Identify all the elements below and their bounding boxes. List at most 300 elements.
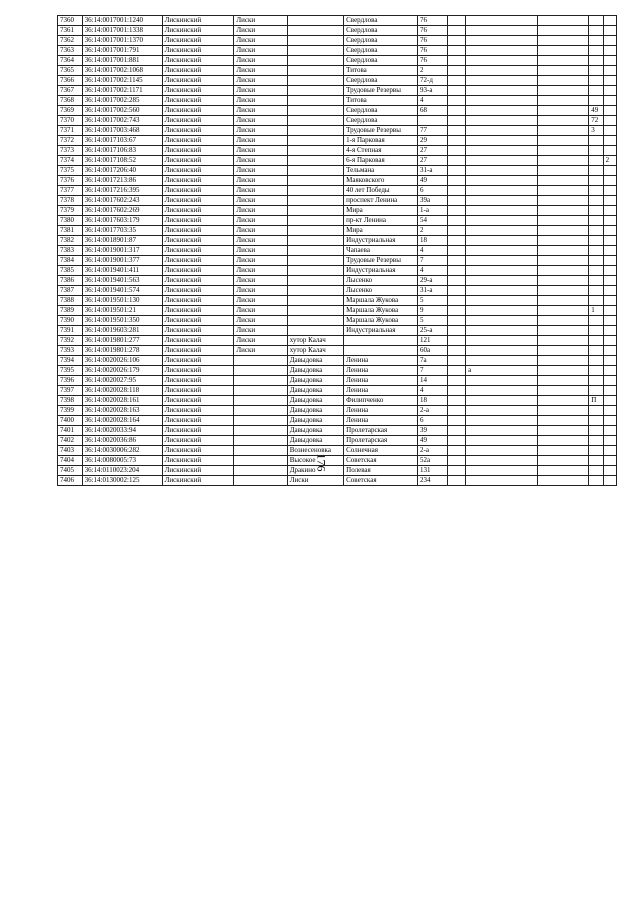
district-cell: Лискинский (162, 246, 234, 256)
table-row (58, 56, 617, 66)
city-cell: Лиски (234, 196, 287, 206)
city-cell (234, 386, 287, 396)
settlement-cell (287, 56, 343, 66)
extra-cell (603, 406, 616, 416)
apartment-cell (589, 376, 603, 386)
structure-cell (537, 376, 588, 386)
extra-cell (603, 356, 616, 366)
house-cell: 72-д (417, 76, 447, 86)
structure-cell (537, 416, 588, 426)
structure-cell (537, 216, 588, 226)
house-cell: 18 (417, 236, 447, 246)
row-number-cell: 7375 (58, 166, 83, 176)
structure-cell (537, 476, 588, 486)
building-cell (447, 76, 465, 86)
street-cell: 40 лет Победы (344, 186, 418, 196)
city-cell (234, 456, 287, 466)
district-cell: Лискинский (162, 236, 234, 246)
district-cell: Лискинский (162, 436, 234, 446)
district-cell: Лискинский (162, 356, 234, 366)
settlement-cell (287, 286, 343, 296)
district-cell: Лискинский (162, 326, 234, 336)
structure-cell (537, 136, 588, 146)
city-cell: Лиски (234, 46, 287, 56)
extra-cell (603, 456, 616, 466)
row-number-cell: 7379 (58, 206, 83, 216)
city-cell: Лиски (234, 56, 287, 66)
extra-cell (603, 186, 616, 196)
settlement-cell (287, 36, 343, 46)
table-row (58, 176, 617, 186)
house-cell: 234 (417, 476, 447, 486)
row-number-cell: 7392 (58, 336, 83, 346)
extra-cell (603, 366, 616, 376)
apartment-cell (589, 256, 603, 266)
structure-cell (537, 436, 588, 446)
cadastral-number-cell: 36:14:0017602:269 (82, 206, 162, 216)
house-cell: 31-а (417, 166, 447, 176)
house-cell: 4 (417, 96, 447, 106)
street-cell: Пролетарская (344, 426, 418, 436)
row-number-cell: 7372 (58, 136, 83, 146)
district-cell: Лискинский (162, 66, 234, 76)
house-cell: 7 (417, 256, 447, 266)
building-cell (447, 306, 465, 316)
table-row (58, 246, 617, 256)
cadastral-number-cell: 36:14:0017703:35 (82, 226, 162, 236)
street-cell: Советская (344, 476, 418, 486)
letter-cell (466, 236, 538, 246)
district-cell: Лискинский (162, 96, 234, 106)
row-number-cell: 7397 (58, 386, 83, 396)
house-cell: 2-а (417, 446, 447, 456)
apartment-cell (589, 416, 603, 426)
settlement-cell: Дракино (287, 466, 343, 476)
house-cell: 60а (417, 346, 447, 356)
row-number-cell: 7373 (58, 146, 83, 156)
district-cell: Лискинский (162, 126, 234, 136)
house-cell: 1-а (417, 206, 447, 216)
letter-cell (466, 166, 538, 176)
building-cell (447, 396, 465, 406)
row-number-cell: 7370 (58, 116, 83, 126)
district-cell: Лискинский (162, 286, 234, 296)
settlement-cell (287, 86, 343, 96)
city-cell: Лиски (234, 256, 287, 266)
letter-cell (466, 326, 538, 336)
structure-cell (537, 336, 588, 346)
house-cell: 27 (417, 146, 447, 156)
cadastral-number-cell: 36:14:0017003:468 (82, 126, 162, 136)
district-cell: Лискинский (162, 216, 234, 226)
letter-cell (466, 436, 538, 446)
row-number-cell: 7361 (58, 26, 83, 36)
house-cell: 6 (417, 416, 447, 426)
letter-cell (466, 46, 538, 56)
letter-cell (466, 56, 538, 66)
district-cell: Лискинский (162, 16, 234, 26)
extra-cell (603, 426, 616, 436)
settlement-cell (287, 186, 343, 196)
house-cell: 29-а (417, 276, 447, 286)
cadastral-number-cell: 36:14:0020027:95 (82, 376, 162, 386)
extra-cell (603, 336, 616, 346)
letter-cell (466, 86, 538, 96)
apartment-cell (589, 216, 603, 226)
apartment-cell (589, 456, 603, 466)
structure-cell (537, 396, 588, 406)
house-cell: 76 (417, 46, 447, 56)
district-cell: Лискинский (162, 376, 234, 386)
settlement-cell (287, 296, 343, 306)
district-cell: Лискинский (162, 86, 234, 96)
settlement-cell: Давыдовка (287, 376, 343, 386)
district-cell: Лискинский (162, 466, 234, 476)
settlement-cell: Высокое (287, 456, 343, 466)
row-number-cell: 7385 (58, 266, 83, 276)
house-cell: 76 (417, 56, 447, 66)
structure-cell (537, 326, 588, 336)
building-cell (447, 346, 465, 356)
extra-cell (603, 66, 616, 76)
row-number-cell: 7377 (58, 186, 83, 196)
cadastral-number-cell: 36:14:0017002:1068 (82, 66, 162, 76)
district-cell: Лискинский (162, 136, 234, 146)
settlement-cell (287, 166, 343, 176)
cadastral-number-cell: 36:14:0017602:243 (82, 196, 162, 206)
cadastral-number-cell: 36:14:0017108:52 (82, 156, 162, 166)
apartment-cell (589, 186, 603, 196)
building-cell (447, 86, 465, 96)
building-cell (447, 466, 465, 476)
apartment-cell (589, 16, 603, 26)
district-cell: Лискинский (162, 176, 234, 186)
table-row (58, 336, 617, 346)
structure-cell (537, 306, 588, 316)
row-number-cell: 7386 (58, 276, 83, 286)
address-table (57, 15, 617, 486)
street-cell: Лысенко (344, 276, 418, 286)
apartment-cell: П (589, 396, 603, 406)
settlement-cell (287, 76, 343, 86)
district-cell: Лискинский (162, 186, 234, 196)
table-row (58, 126, 617, 136)
letter-cell (466, 466, 538, 476)
extra-cell (603, 106, 616, 116)
table-row (58, 466, 617, 476)
table-row (58, 456, 617, 466)
house-cell: 39 (417, 426, 447, 436)
street-cell: проспект Ленина (344, 196, 418, 206)
settlement-cell (287, 176, 343, 186)
structure-cell (537, 286, 588, 296)
city-cell: Лиски (234, 236, 287, 246)
table-row (58, 206, 617, 216)
structure-cell (537, 356, 588, 366)
letter-cell (466, 156, 538, 166)
street-cell: Полевая (344, 466, 418, 476)
building-cell (447, 426, 465, 436)
structure-cell (537, 386, 588, 396)
district-cell: Лискинский (162, 116, 234, 126)
settlement-cell (287, 96, 343, 106)
city-cell (234, 476, 287, 486)
house-cell: 7 (417, 366, 447, 376)
structure-cell (537, 256, 588, 266)
building-cell (447, 336, 465, 346)
letter-cell (466, 426, 538, 436)
apartment-cell (589, 466, 603, 476)
row-number-cell: 7369 (58, 106, 83, 116)
structure-cell (537, 426, 588, 436)
row-number-cell: 7367 (58, 86, 83, 96)
row-number-cell: 7406 (58, 476, 83, 486)
apartment-cell: 49 (589, 106, 603, 116)
city-cell: Лиски (234, 326, 287, 336)
table-row (58, 286, 617, 296)
letter-cell: а (466, 366, 538, 376)
city-cell (234, 446, 287, 456)
apartment-cell (589, 146, 603, 156)
street-cell: Индустриальная (344, 266, 418, 276)
row-number-cell: 7388 (58, 296, 83, 306)
city-cell: Лиски (234, 246, 287, 256)
letter-cell (466, 396, 538, 406)
building-cell (447, 286, 465, 296)
row-number-cell: 7378 (58, 196, 83, 206)
table-row (58, 36, 617, 46)
house-cell: 6 (417, 186, 447, 196)
extra-cell (603, 326, 616, 336)
settlement-cell (287, 216, 343, 226)
city-cell: Лиски (234, 206, 287, 216)
table-row (58, 316, 617, 326)
settlement-cell (287, 46, 343, 56)
settlement-cell (287, 226, 343, 236)
cadastral-number-cell: 36:14:0130002:125 (82, 476, 162, 486)
row-number-cell: 7371 (58, 126, 83, 136)
row-number-cell: 7384 (58, 256, 83, 266)
building-cell (447, 386, 465, 396)
building-cell (447, 436, 465, 446)
street-cell: Маршала Жукова (344, 316, 418, 326)
table-row (58, 426, 617, 436)
extra-cell: 2 (603, 156, 616, 166)
letter-cell (466, 356, 538, 366)
building-cell (447, 56, 465, 66)
apartment-cell (589, 226, 603, 236)
table-row (58, 216, 617, 226)
building-cell (447, 446, 465, 456)
cadastral-number-cell: 36:14:0030006:282 (82, 446, 162, 456)
table-row (58, 296, 617, 306)
letter-cell (466, 216, 538, 226)
building-cell (447, 16, 465, 26)
structure-cell (537, 456, 588, 466)
structure-cell (537, 106, 588, 116)
district-cell: Лискинский (162, 56, 234, 66)
table-row (58, 356, 617, 366)
row-number-cell: 7362 (58, 36, 83, 46)
settlement-cell (287, 256, 343, 266)
building-cell (447, 136, 465, 146)
house-cell: 4 (417, 246, 447, 256)
extra-cell (603, 86, 616, 96)
city-cell: Лиски (234, 286, 287, 296)
letter-cell (466, 36, 538, 46)
house-cell: 93-а (417, 86, 447, 96)
street-cell: Лысенко (344, 286, 418, 296)
building-cell (447, 246, 465, 256)
structure-cell (537, 46, 588, 56)
letter-cell (466, 376, 538, 386)
table-row (58, 156, 617, 166)
settlement-cell: Давыдовка (287, 426, 343, 436)
cadastral-number-cell: 36:14:0017002:285 (82, 96, 162, 106)
table-row (58, 326, 617, 336)
table-row (58, 186, 617, 196)
street-cell: 6-я Парковая (344, 156, 418, 166)
cadastral-number-cell: 36:14:0020026:179 (82, 366, 162, 376)
row-number-cell: 7403 (58, 446, 83, 456)
house-cell: 31-а (417, 286, 447, 296)
table-row (58, 116, 617, 126)
table-row (58, 166, 617, 176)
building-cell (447, 126, 465, 136)
apartment-cell: 3 (589, 126, 603, 136)
settlement-cell (287, 26, 343, 36)
building-cell (447, 196, 465, 206)
apartment-cell (589, 266, 603, 276)
apartment-cell (589, 336, 603, 346)
extra-cell (603, 446, 616, 456)
row-number-cell: 7405 (58, 466, 83, 476)
building-cell (447, 116, 465, 126)
letter-cell (466, 276, 538, 286)
table-row (58, 86, 617, 96)
building-cell (447, 166, 465, 176)
apartment-cell (589, 76, 603, 86)
letter-cell (466, 196, 538, 206)
house-cell: 76 (417, 36, 447, 46)
extra-cell (603, 466, 616, 476)
table-row (58, 306, 617, 316)
settlement-cell (287, 16, 343, 26)
building-cell (447, 256, 465, 266)
city-cell: Лиски (234, 176, 287, 186)
street-cell: Ленина (344, 406, 418, 416)
district-cell: Лискинский (162, 446, 234, 456)
street-cell: Ленина (344, 366, 418, 376)
cadastral-number-cell: 36:14:0019001:377 (82, 256, 162, 266)
row-number-cell: 7404 (58, 456, 83, 466)
settlement-cell (287, 276, 343, 286)
settlement-cell (287, 306, 343, 316)
apartment-cell (589, 246, 603, 256)
street-cell: Индустриальная (344, 236, 418, 246)
cadastral-number-cell: 36:14:0019401:563 (82, 276, 162, 286)
cadastral-number-cell: 36:14:0080005:73 (82, 456, 162, 466)
row-number-cell: 7395 (58, 366, 83, 376)
street-cell: Маяковского (344, 176, 418, 186)
structure-cell (537, 206, 588, 216)
cadastral-number-cell: 36:14:0017002:1145 (82, 76, 162, 86)
street-cell: Свердлова (344, 76, 418, 86)
letter-cell (466, 76, 538, 86)
structure-cell (537, 156, 588, 166)
apartment-cell (589, 346, 603, 356)
structure-cell (537, 316, 588, 326)
extra-cell (603, 416, 616, 426)
row-number-cell: 7399 (58, 406, 83, 416)
apartment-cell (589, 156, 603, 166)
city-cell: Лиски (234, 296, 287, 306)
apartment-cell (589, 316, 603, 326)
house-cell: 2 (417, 226, 447, 236)
letter-cell (466, 456, 538, 466)
structure-cell (537, 466, 588, 476)
extra-cell (603, 166, 616, 176)
building-cell (447, 26, 465, 36)
settlement-cell (287, 326, 343, 336)
structure-cell (537, 166, 588, 176)
district-cell: Лискинский (162, 106, 234, 116)
house-cell: 52а (417, 456, 447, 466)
street-cell: 4-я Степная (344, 146, 418, 156)
table-row (58, 266, 617, 276)
district-cell: Лискинский (162, 346, 234, 356)
table-row (58, 376, 617, 386)
structure-cell (537, 16, 588, 26)
building-cell (447, 36, 465, 46)
settlement-cell (287, 316, 343, 326)
extra-cell (603, 256, 616, 266)
district-cell: Лискинский (162, 336, 234, 346)
settlement-cell (287, 126, 343, 136)
structure-cell (537, 346, 588, 356)
extra-cell (603, 136, 616, 146)
street-cell: Ленина (344, 416, 418, 426)
extra-cell (603, 26, 616, 36)
settlement-cell (287, 156, 343, 166)
row-number-cell: 7402 (58, 436, 83, 446)
house-cell: 29 (417, 136, 447, 146)
street-cell: Ленина (344, 386, 418, 396)
apartment-cell (589, 276, 603, 286)
table-row (58, 96, 617, 106)
row-number-cell: 7382 (58, 236, 83, 246)
city-cell: Лиски (234, 76, 287, 86)
row-number-cell: 7398 (58, 396, 83, 406)
city-cell (234, 416, 287, 426)
structure-cell (537, 86, 588, 96)
letter-cell (466, 336, 538, 346)
letter-cell (466, 176, 538, 186)
apartment-cell (589, 426, 603, 436)
apartment-cell (589, 236, 603, 246)
street-cell: Титова (344, 96, 418, 106)
structure-cell (537, 266, 588, 276)
table-row (58, 366, 617, 376)
city-cell: Лиски (234, 306, 287, 316)
apartment-cell (589, 326, 603, 336)
cadastral-number-cell: 36:14:0017001:1338 (82, 26, 162, 36)
extra-cell (603, 236, 616, 246)
letter-cell (466, 346, 538, 356)
settlement-cell (287, 246, 343, 256)
extra-cell (603, 96, 616, 106)
settlement-cell: Вознесеновка (287, 446, 343, 456)
